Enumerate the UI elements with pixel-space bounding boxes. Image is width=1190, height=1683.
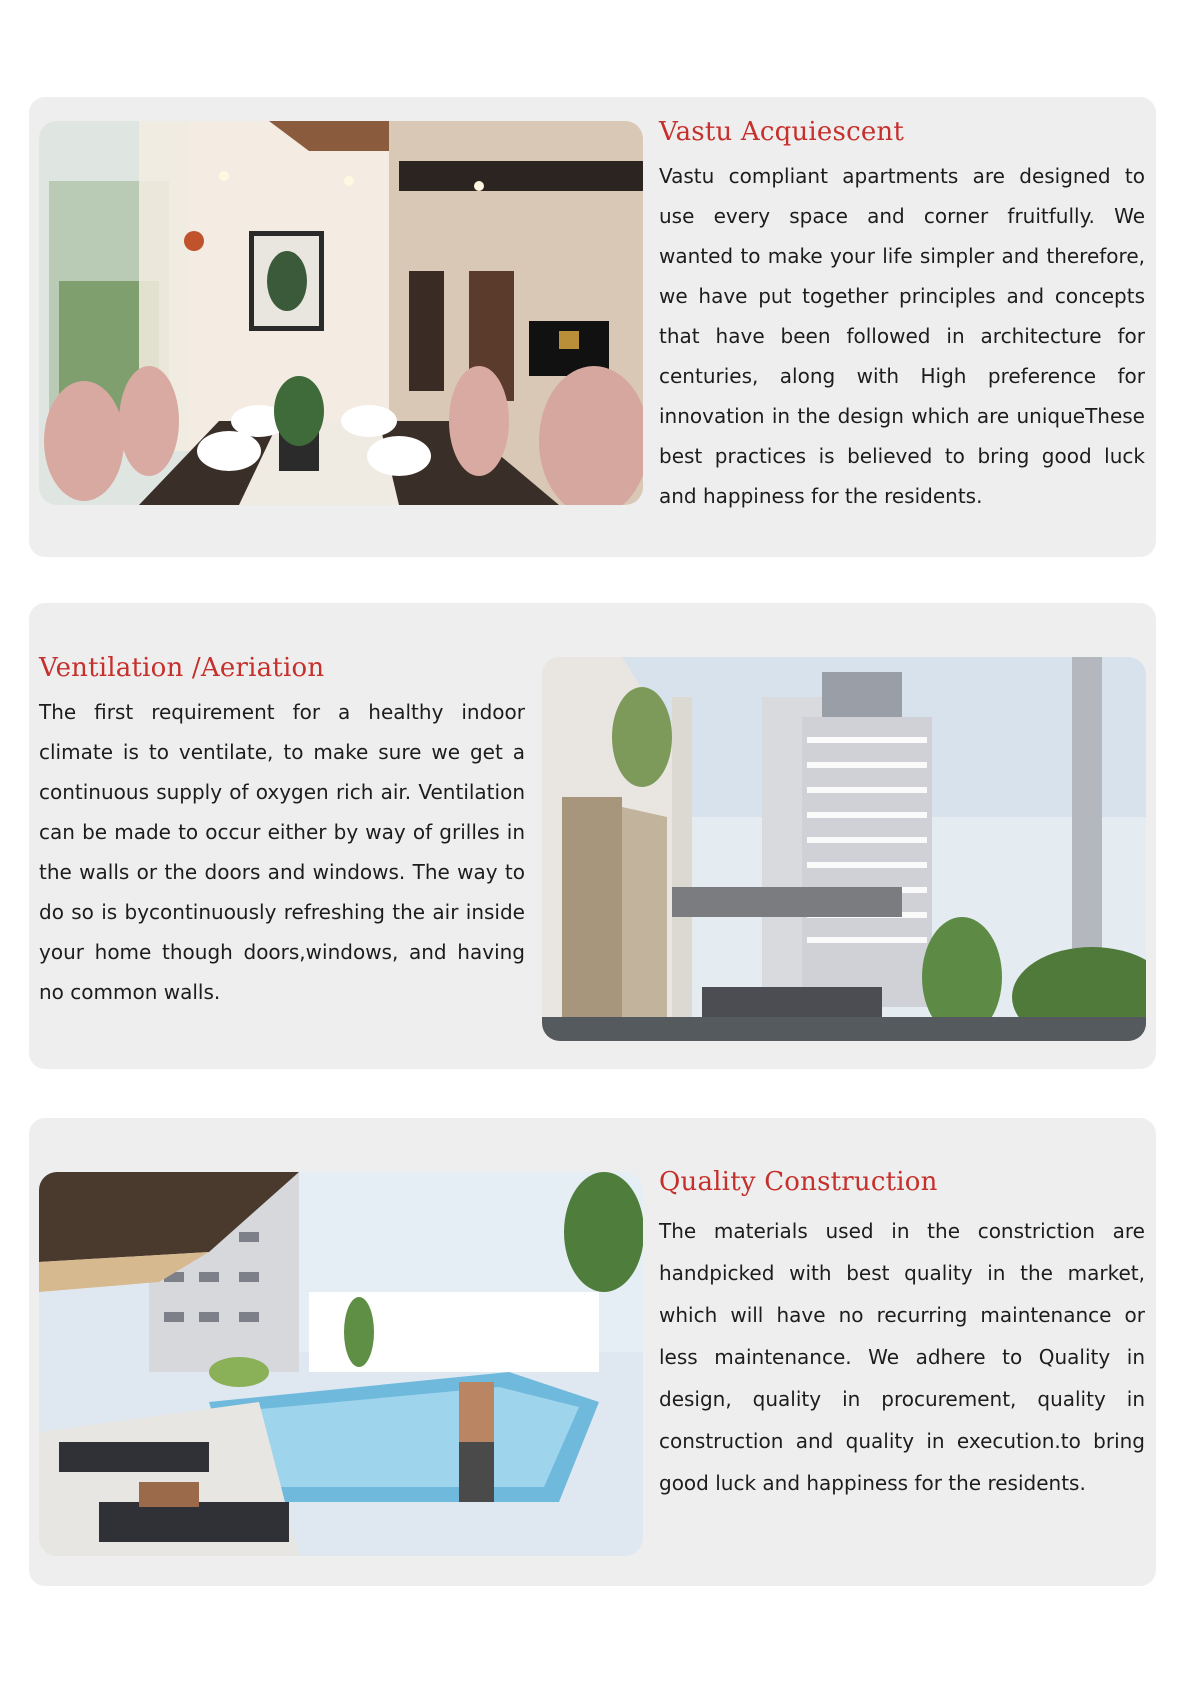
- section-body: Vastu compliant apartments are designed to use every space and corner fruitfully. We wanted to make your life simpler and therefore, we have put together principles and concepts that have been followed in architecture for centuries, along with High preference for innovation in the design which are uniqueThese best practices is believed to bring good luck and happiness for the residents.: [659, 164, 1145, 508]
- section-body: The materials used in the constriction are handpicked with best quality in the market, which will have no recurring maintenance or less maintenance. We adhere to Quality in design, quality in procurement, quality in construction and quality in execution.to bring good luck and happiness for the residents.: [659, 1219, 1145, 1495]
- section-title: Ventilation /Aeriation: [39, 653, 325, 683]
- section-body: The first requirement for a healthy indoor climate is to ventilate, to make sure we get a continuous supply of oxygen rich air. Ventilation can be made to occur either by way of grilles in the walls or the doors and windows. The way to do so is bycontinuously refreshing the air inside your home though doors,windows, and having no common walls.: [39, 700, 525, 1004]
- swimming-pool-photo: [39, 1172, 643, 1556]
- dining-room-photo: [39, 121, 643, 505]
- section-title: Vastu Acquiescent: [659, 117, 905, 147]
- section-title: Quality Construction: [659, 1167, 938, 1197]
- apartment-tower-photo: [542, 657, 1146, 1041]
